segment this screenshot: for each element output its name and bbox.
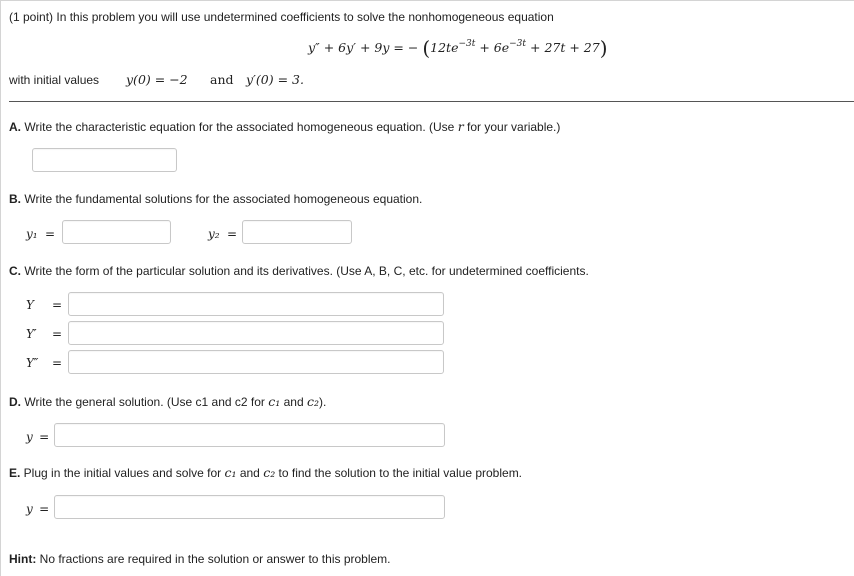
y2-label-group: y₂ = <box>208 227 237 241</box>
initial-values-label: with initial values <box>9 73 100 87</box>
ivp-solution-input[interactable] <box>54 495 445 519</box>
general-solution-label: y = <box>26 430 50 444</box>
ivp-solution-label: y = <box>26 502 50 516</box>
Yprime-input[interactable] <box>68 321 444 345</box>
Yprime-label: Y′ <box>26 327 37 341</box>
Ydoubleprime-label: Y″ <box>26 356 39 370</box>
characteristic-equation-input[interactable] <box>32 148 177 172</box>
initial-condition-2: y′(0) = 3. <box>246 72 304 87</box>
initial-condition-1: y(0) = −2 <box>126 72 188 87</box>
y2-input[interactable] <box>242 220 352 244</box>
y1-input[interactable] <box>62 220 171 244</box>
problem-intro: (1 point) In this problem you will use undetermined coefficients to solve the nonhomogeneous equation <box>9 10 554 24</box>
general-solution-input[interactable] <box>54 423 445 447</box>
Y-input[interactable] <box>68 292 444 316</box>
y2-label: y₂ <box>208 227 220 241</box>
part-b-prompt: B. Write the fundamental solutions for the associated homogeneous equation. <box>9 192 423 206</box>
part-c-prompt: C. Write the form of the particular solution and its derivatives. (Use A, B, C, etc. for undetermined coefficients. <box>9 264 589 278</box>
Ydoubleprime-equals: = <box>52 356 63 370</box>
part-d-prompt: D. Write the general solution. (Use c1 and c2 for c₁ and c₂). <box>9 394 327 409</box>
y1-label: y₁ <box>26 227 38 241</box>
Y-equals: = <box>52 298 63 312</box>
Y-label: Y <box>26 298 34 312</box>
initial-and: and <box>210 72 234 87</box>
differential-equation: y″ + 6y′ + 9y = − $(12te^{-3t} + 6e^{-3t} + 27t + 27)$ <box>308 36 608 60</box>
y1-label-group: y₁ = <box>26 227 55 241</box>
Yprime-equals: = <box>52 327 63 341</box>
hint: Hint: No fractions are required in the solution or answer to this problem. <box>9 552 391 566</box>
Ydoubleprime-input[interactable] <box>68 350 444 374</box>
divider <box>9 101 854 102</box>
part-e-prompt: E. Plug in the initial values and solve for c₁ and c₂ to find the solution to the initial value problem. <box>9 465 523 480</box>
part-a-prompt: A. Write the characteristic equation for the associated homogeneous equation. (Use r for your variable.) <box>9 119 561 134</box>
